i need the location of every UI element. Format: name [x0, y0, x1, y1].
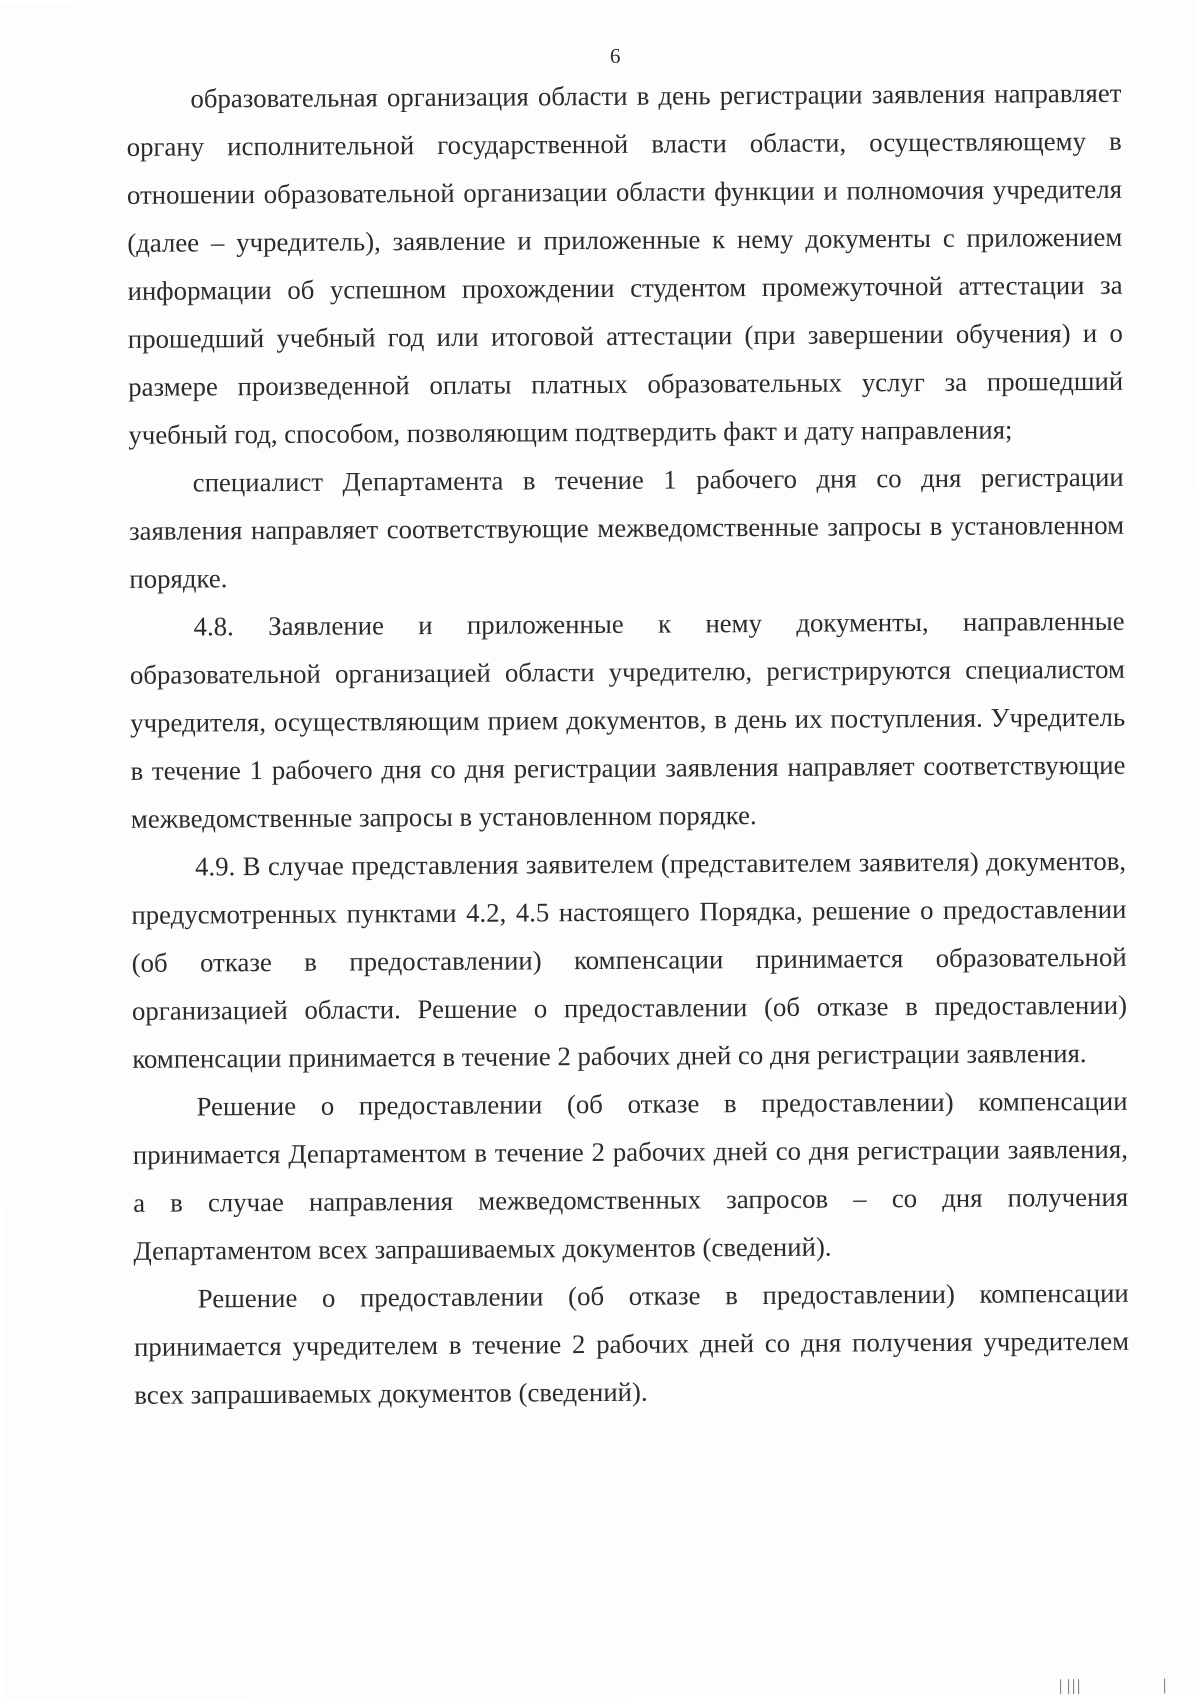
- paragraph-continuation: образовательная организация области в день регистрации заявления направляет органу исполнительной государственной власти области, осуществляющему в отношении образовательной организации области функции и полномочия учредителя (далее – учредитель), заявление и приложенные к нему документы с приложением информации об успешном прохождении студентом промежуточной аттестации за прошедший учебный год или итоговой аттестации (при завершении обучения) и о размере произведенной оплаты платных образовательных услуг за прошедший учебный год, способом, позволяющим подтвердить факт и дату направления;: [126, 77, 1124, 450]
- scan-edge-marks: [1060, 1678, 1180, 1694]
- paragraph-specialist-department: специалист Департамента в течение 1 рабочего дня со дня регистрации заявления направляет соответствующие межведомственные запросы в установленном порядке.: [128, 461, 1125, 594]
- paragraph-4-8: 4.8. Заявление и приложенные к нему документы, направленные образовательной организацией области учредителю, регистрируются специалистом учредителя, осуществляющим прием документов, в день их поступления. Учредитель в течение 1 рабочего дня со дня регистрации заявления направляет соответствующие межведомственные запросы в установленном порядке.: [129, 605, 1126, 834]
- page-number: 6: [609, 43, 621, 68]
- document-body: [126, 69, 1129, 1419]
- paragraph-department-decision: Решение о предоставлении (об отказе в предоставлении) компенсации принимается Департаментом в течение 2 рабочих дней со дня регистрации заявления, а в случае направления межведомственных запросов – со дня получения Департаментом всех запрашиваемых документов (сведений).: [132, 1085, 1129, 1266]
- paragraph-4-9: 4.9. В случае представления заявителем (представителем заявителя) документов, предусмотренных пунктами 4.2, 4.5 настоящего Порядка, решение о предоставлении (об отказе в предоставлении) компенсации принимается образовательной организацией области. Решение о предоставлении (об отказе в предоставлении) компенсации принимается в течение 2 рабочих дней со дня регистрации заявления.: [131, 845, 1128, 1074]
- paragraph-founder-decision: Решение о предоставлении (об отказе в предоставлении) компенсации принимается учредителем в течение 2 рабочих дней со дня получения учредителем всех запрашиваемых документов (сведений).: [133, 1277, 1130, 1410]
